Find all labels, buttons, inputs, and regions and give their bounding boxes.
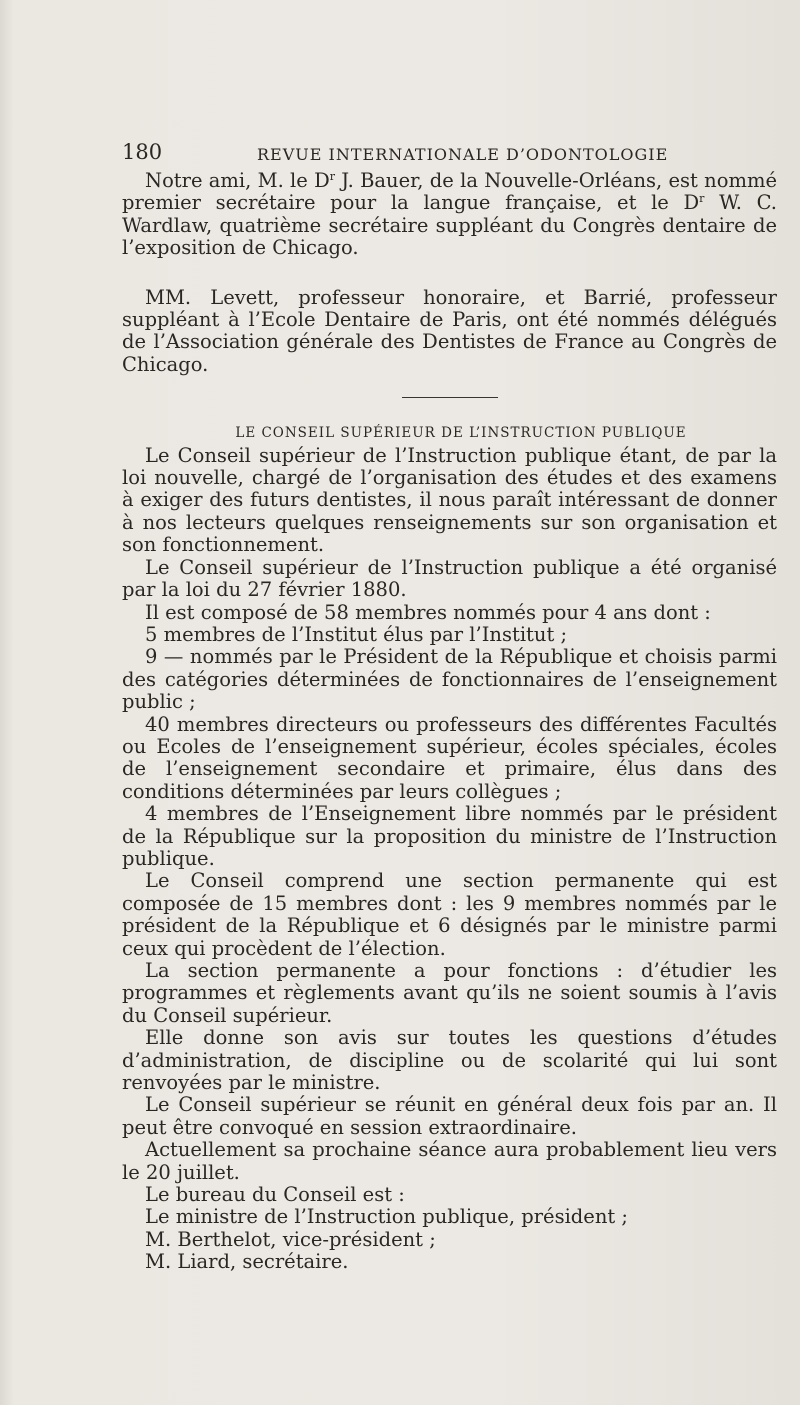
- list-item: 5 membres de l’Institut élus par l’Institut ;: [145, 622, 568, 646]
- paragraph: Actuellement sa prochaine séance aura probablement lieu vers le 20 juillet.: [122, 1138, 777, 1184]
- list-item: Le ministre de l’Instruction publique, président ;: [145, 1205, 628, 1229]
- list-item: M. Liard, secrétaire.: [145, 1250, 349, 1274]
- paragraph-levett: MM. Levett, professeur honoraire, et Barrié, professeur suppléant à l’Ecole Dentaire de Paris, ont été nommés délégués de l’Association générale des Dentistes de France au Congrès de Chicago.: [122, 285, 777, 376]
- list-item: 40 membres directeurs ou professeurs des différentes Facultés ou Ecoles de l’enseignement supérieur, écoles spéciales, écoles de l’enseignement secondaire et primaire, élus dans des conditions déterminées par leurs collègues ;: [122, 712, 777, 803]
- page-number: 180: [122, 140, 163, 164]
- paragraph: Elle donne son avis sur toutes les questions d’études d’administration, de discipline ou de scolarité qui lui sont renvoyées par le ministre.: [122, 1026, 777, 1095]
- list-item: 9 — nommés par le Président de la République et choisis parmi des catégories déterminées de fonctionnaires de l’enseignement public ;: [122, 645, 777, 714]
- list-item: M. Berthelot, vice-président ;: [145, 1227, 436, 1251]
- running-title: REVUE INTERNATIONALE D’ODONTOLOGIE: [257, 145, 669, 164]
- paragraph: Le Conseil supérieur de l’Instruction publique a été organisé par la loi du 27 février 1880.: [122, 555, 777, 602]
- paragraph: Il est composé de 58 membres nommés pour 4 ans dont :: [145, 600, 711, 624]
- paragraph: Le Conseil supérieur de l’Instruction publique étant, de par la loi nouvelle, chargé de l’organisation des études et des examens à exiger des futurs dentistes, il nous paraît intéressant de donner à nos lecteurs quelques renseignements sur son organisation et son fonctionnement.: [122, 443, 777, 557]
- paragraph: Le Conseil supérieur se réunit en général deux fois par an. Il peut être convoqué en session extraordinaire.: [122, 1093, 777, 1139]
- paragraph-bauer: Notre ami, M. le $D^r$ J. Bauer, de la Nouvelle-Orléans, est nommé premier secrétaire pour la langue française, et le $D^r$ W. C. Wardlaw, quatrième secrétaire suppléant du Congrès dentaire de l’exposition de Chicago.: [122, 169, 778, 260]
- paragraph: Le bureau du Conseil est :: [145, 1183, 405, 1207]
- section-divider: [402, 397, 498, 398]
- section-title: LE CONSEIL SUPÉRIEUR DE L’INSTRUCTION PUBLIQUE: [235, 425, 687, 442]
- list-item: 4 membres de l’Enseignement libre nommés par le président de la République sur la proposition du ministre de l’Instruction publique.: [122, 802, 777, 870]
- paragraph: La section permanente a pour fonctions : d’étudier les programmes et règlements avant qu’ils ne soient soumis à l’avis du Conseil supérieur.: [122, 959, 777, 1027]
- paragraph: Le Conseil comprend une section permanente qui est composée de 15 membres dont : les 9 membres nommés par le président de la République et 6 désignés par le ministre parmi ceux qui procèdent de l’élection.: [122, 869, 777, 960]
- body-text: [122, 170, 777, 1274]
- page-header: [122, 140, 772, 170]
